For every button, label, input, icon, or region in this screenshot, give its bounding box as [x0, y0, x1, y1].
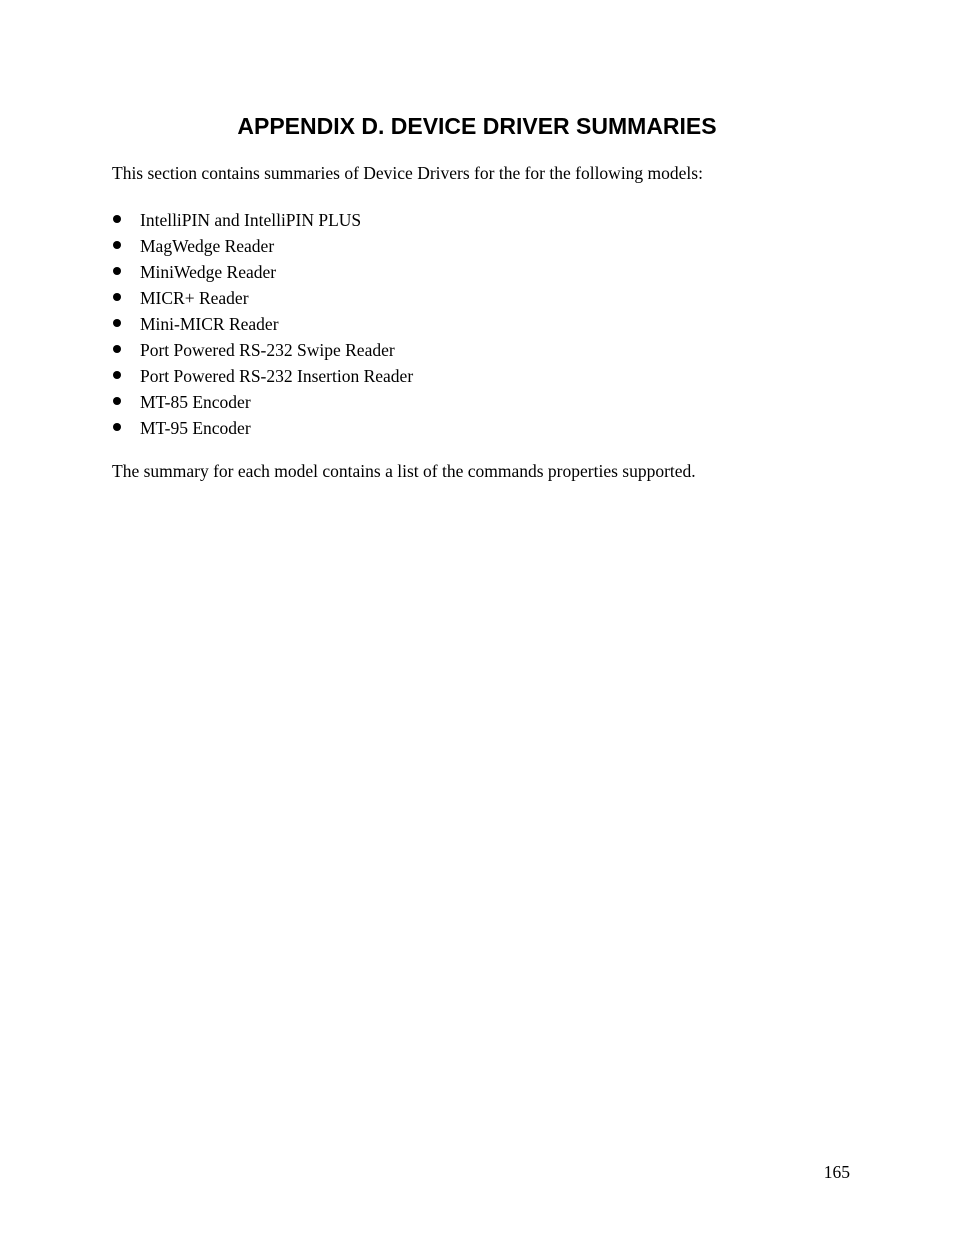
list-item — [112, 364, 413, 390]
bullet-icon — [112, 312, 140, 336]
page-number: 165 — [823, 1162, 850, 1182]
model-name: MT-95 Encoder — [140, 418, 251, 438]
appendix-heading: APPENDIX D. DEVICE DRIVER SUMMARIES — [237, 113, 717, 139]
list-item — [112, 338, 413, 364]
bullet-icon — [112, 208, 140, 232]
model-list — [112, 208, 413, 442]
bullet-icon — [112, 390, 140, 414]
model-name: MT-85 Encoder — [140, 392, 251, 412]
list-item — [112, 286, 413, 312]
list-item — [112, 208, 413, 234]
list-item — [112, 234, 413, 260]
bullet-icon — [112, 234, 140, 258]
bullet-icon — [112, 286, 140, 310]
list-item — [112, 312, 413, 338]
model-name: MiniWedge Reader — [140, 262, 277, 282]
list-item — [112, 390, 413, 416]
model-name: Port Powered RS-232 Insertion Reader — [140, 366, 414, 386]
model-name: Port Powered RS-232 Swipe Reader — [140, 340, 395, 360]
model-name: IntelliPIN and IntelliPIN PLUS — [140, 210, 362, 230]
list-item — [112, 260, 413, 286]
bullet-icon — [112, 364, 140, 388]
model-name: MagWedge Reader — [140, 236, 275, 256]
summary-paragraph: The summary for each model contains a list of the commands properties supported. — [112, 461, 696, 481]
bullet-icon — [112, 416, 140, 440]
bullet-icon — [112, 260, 140, 284]
model-name: Mini-MICR Reader — [140, 314, 279, 334]
list-item — [112, 416, 413, 442]
model-name: MICR+ Reader — [140, 288, 249, 308]
bullet-icon — [112, 338, 140, 362]
intro-paragraph: This section contains summaries of Device Drivers for the for the following models: — [112, 163, 703, 183]
